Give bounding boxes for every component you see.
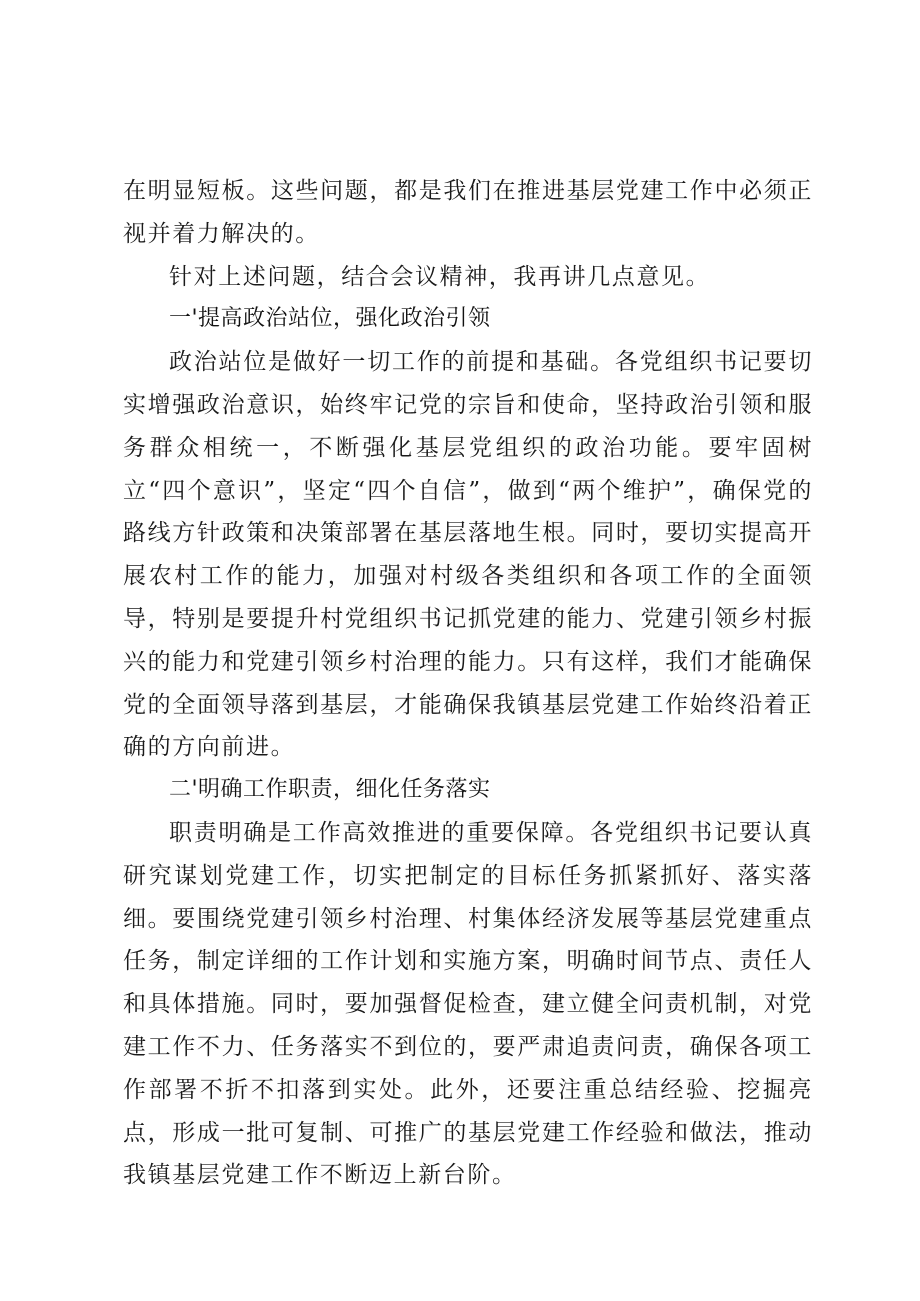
section-body-1: 政治站位是做好一切工作的前提和基础。各党组织书记要切实增强政治意识，始终牢记党的宗旨和使命，坚持政治引领和服务群众相统一，不断强化基层党组织的政治功能。要牢固树立“四个意识”，坚定“四个自信”，做到“两个维护”，确保党的路线方针政策和决策部署在基层落地生根。同时，要切实提高开展农村工作的能力，加强对村级各类组织和各项工作的全面领导，特别是要提升村党组织书记抓党建的能力、党建引领乡村振兴的能力和党建引领乡村治理的能力。只有这样，我们才能确保党的全面领导落到基层，才能确保我镇基层党建工作始终沿着正确的方向前进。 xyxy=(123,349,813,761)
intro-paragraph: 针对上述问题，结合会议精神，我再讲几点意见。 xyxy=(169,263,711,290)
section-heading-1: 一'提高政治站位，强化政治引领 xyxy=(169,306,491,332)
continuation-paragraph: 在明显短板。这些问题，都是我们在推进基层党建工作中必须正视并着力解决的。 xyxy=(123,178,813,247)
section-heading-2: 二'明确工作职责，细化任务落实 xyxy=(169,777,491,803)
document-body xyxy=(123,170,813,1197)
section-body-2: 职责明确是工作高效推进的重要保障。各党组织书记要认真研究谋划党建工作，切实把制定的目标任务抓紧抓好、落实落细。要围绕党建引领乡村治理、村集体经济发展等基层党建重点任务，制定详细的工作计划和实施方案，明确时间节点、责任人和具体措施。同时，要加强督促检查，建立健全问责机制，对党建工作不力、任务落实不到位的，要严肃追责问责，确保各项工作部署不折不扣落到实处。此外，还要注重总结经验、挖掘亮点，形成一批可复制、可推广的基层党建工作经验和做法，推动我镇基层党建工作不断迈上新台阶。 xyxy=(123,819,813,1189)
